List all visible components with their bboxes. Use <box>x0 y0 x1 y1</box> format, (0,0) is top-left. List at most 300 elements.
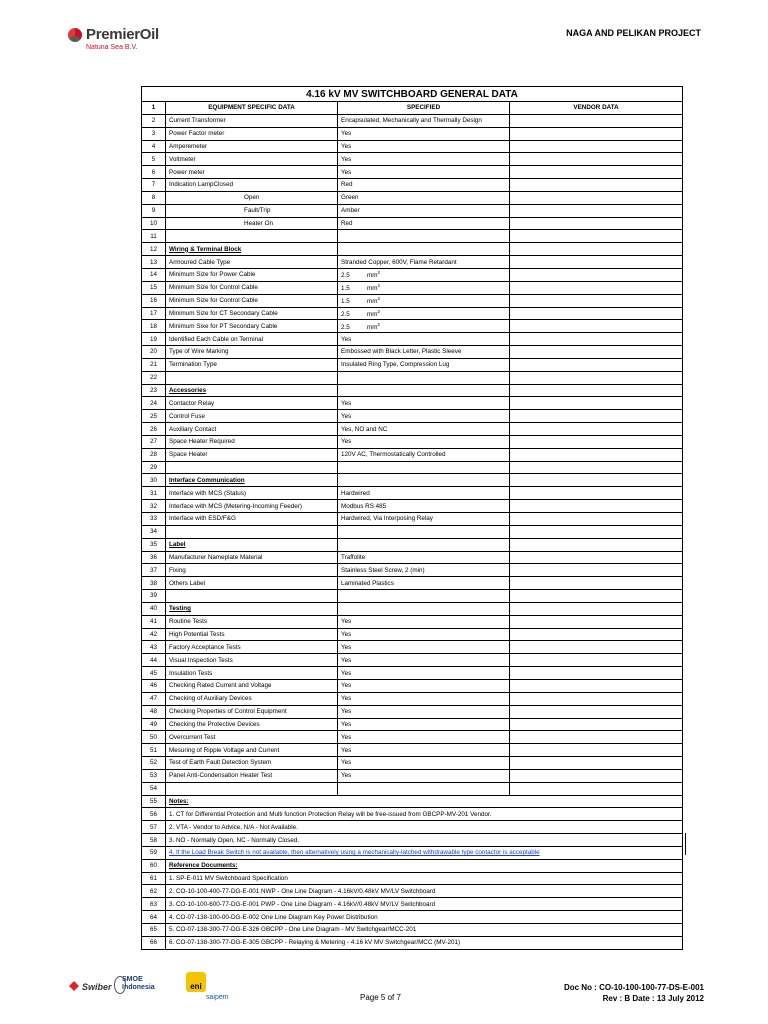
section-heading: Testing <box>166 602 338 615</box>
row-number: 18 <box>142 320 166 333</box>
specified-cell <box>338 461 510 474</box>
table-row <box>142 564 683 577</box>
vendor-data-cell <box>510 243 683 256</box>
vendor-data-cell <box>510 217 683 230</box>
equipment-cell <box>166 371 338 384</box>
spec-unit: mm <box>367 272 378 280</box>
revision-bar <box>685 833 686 855</box>
row-number: 49 <box>142 718 166 731</box>
vendor-data-cell <box>510 320 683 333</box>
table-row <box>142 256 683 269</box>
table-row <box>142 320 683 333</box>
datasheet-table <box>141 86 683 950</box>
spec-value: 2.5 <box>341 323 350 331</box>
table-row <box>142 859 683 872</box>
equipment-cell: Armoured Cable Type <box>166 256 338 269</box>
table-row <box>142 615 683 628</box>
vendor-data-cell <box>510 140 683 153</box>
row-number: 57 <box>142 821 166 834</box>
row-number: 1 <box>142 102 166 115</box>
specified-cell: Yes <box>338 435 510 448</box>
row-number: 28 <box>142 448 166 461</box>
specified-cell: Yes <box>338 140 510 153</box>
table-row <box>142 525 683 538</box>
row-number: 37 <box>142 564 166 577</box>
table-row <box>142 577 683 590</box>
equipment-cell: Minimum Size for Control Cable <box>166 281 338 294</box>
equipment-cell: Identified Each Cable on Terminal <box>166 333 338 346</box>
unit-exponent: 2 <box>377 308 381 314</box>
specified-cell <box>338 602 510 615</box>
equipment-cell: Checking Rated Current and Voltage <box>166 679 338 692</box>
vendor-data-cell <box>510 256 683 269</box>
equipment-cell: Control Fuse <box>166 410 338 423</box>
equipment-cell: Current Transformer <box>166 114 338 127</box>
table-row <box>142 885 683 898</box>
section-heading: Label <box>166 538 338 551</box>
equipment-cell: Space Heater Required <box>166 435 338 448</box>
row-number: 8 <box>142 191 166 204</box>
table-row <box>142 435 683 448</box>
row-number: 45 <box>142 667 166 680</box>
row-number: 41 <box>142 615 166 628</box>
note-content: 1. CT for Differential Protection and Multi function Protection Relay will be free-issued from GBCPP-MV-201 Vendor. <box>169 810 492 818</box>
equipment-cell: Insulation Tests <box>166 667 338 680</box>
equipment-cell: Minimum Size for Power Cable <box>166 268 338 281</box>
lamp-state: Heater On <box>244 220 274 228</box>
equipment-cell: Contactor Relay <box>166 397 338 410</box>
specified-cell: Encapsulated, Mechanically and Thermally Design <box>338 114 510 127</box>
row-number: 15 <box>142 281 166 294</box>
note-text <box>166 885 683 898</box>
row-number: 29 <box>142 461 166 474</box>
spec-value: 2.5 <box>341 310 350 318</box>
specified-cell <box>338 384 510 397</box>
vendor-data-cell <box>510 577 683 590</box>
specified-cell: Yes <box>338 166 510 179</box>
vendor-data-cell <box>510 371 683 384</box>
specified-cell: Yes <box>338 153 510 166</box>
table-row <box>142 127 683 140</box>
vendor-data-cell <box>510 153 683 166</box>
datasheet <box>141 86 682 950</box>
vendor-data-cell <box>510 435 683 448</box>
equipment-cell: Interface with ESD/F&G <box>166 513 338 526</box>
note-content: 2. VTA - Vendor to Advice, N/A - Not Available. <box>169 823 298 831</box>
vendor-data-cell <box>510 204 683 217</box>
spec-unit: mm <box>367 285 378 293</box>
row-number: 56 <box>142 808 166 821</box>
row-number: 14 <box>142 268 166 281</box>
swiber-logo: Swiber <box>82 982 112 992</box>
specified-cell <box>338 281 510 294</box>
table-row <box>142 230 683 243</box>
table-row <box>142 872 683 885</box>
row-number: 9 <box>142 204 166 217</box>
table-row <box>142 679 683 692</box>
unit-exponent: 2 <box>377 270 381 276</box>
equipment-cell <box>166 525 338 538</box>
row-number: 63 <box>142 898 166 911</box>
equipment-cell <box>166 191 338 204</box>
specified-cell <box>338 525 510 538</box>
vendor-data-cell <box>510 538 683 551</box>
table-row <box>142 744 683 757</box>
equipment-cell: Checking the Protective Devices <box>166 718 338 731</box>
unit-exponent: 2 <box>377 283 381 289</box>
specified-cell: Yes, NO and NC <box>338 423 510 436</box>
specified-cell: Yes <box>338 641 510 654</box>
row-number: 16 <box>142 294 166 307</box>
equipment-cell: Factory Acceptance Tests <box>166 641 338 654</box>
specified-cell <box>338 590 510 603</box>
table-row <box>142 731 683 744</box>
specified-cell <box>338 320 510 333</box>
specified-cell: Yes <box>338 692 510 705</box>
note-content: 6. CO-07-138-300-77-DG-E-305 GBCPP - Relaying & Metering - 4.16 kV MV Switchgear/MCC (MV-201) <box>169 939 461 947</box>
table-row <box>142 692 683 705</box>
vendor-data-cell <box>510 294 683 307</box>
vendor-data-cell <box>510 769 683 782</box>
row-number: 62 <box>142 885 166 898</box>
specified-cell: Yes <box>338 667 510 680</box>
equipment-cell: Minimum Size for Control Cable <box>166 294 338 307</box>
spec-unit: mm <box>367 310 378 318</box>
vendor-data-cell <box>510 500 683 513</box>
equipment-cell: Termination Type <box>166 358 338 371</box>
vendor-data-cell <box>510 679 683 692</box>
unit-exponent: 2 <box>377 321 381 327</box>
vendor-data-cell <box>510 731 683 744</box>
equipment-cell: Checking Properties of Control Equipment <box>166 705 338 718</box>
vendor-data-cell <box>510 230 683 243</box>
table-row <box>142 179 683 192</box>
row-number: 20 <box>142 346 166 359</box>
equipment-cell: Overcurrent Test <box>166 731 338 744</box>
document-number: Doc No : CO-10-100-100-77-DS-E-001 <box>563 983 704 992</box>
specified-cell: Yes <box>338 757 510 770</box>
vendor-data-cell <box>510 179 683 192</box>
vendor-data-cell <box>510 525 683 538</box>
table-row <box>142 487 683 500</box>
table-row <box>142 641 683 654</box>
spec-unit: mm <box>367 323 378 331</box>
equipment-cell: Manufacturer Nameplate Material <box>166 551 338 564</box>
table-row <box>142 936 683 949</box>
row-number: 60 <box>142 859 166 872</box>
row-number: 51 <box>142 744 166 757</box>
equipment-cell: Fixing <box>166 564 338 577</box>
premier-oil-emblem-icon <box>68 28 82 42</box>
table-row <box>142 140 683 153</box>
row-number: 33 <box>142 513 166 526</box>
note-text <box>166 898 683 911</box>
specified-cell: Hardwired, Via Interposing Relay <box>338 513 510 526</box>
specified-cell: Hardwired <box>338 487 510 500</box>
vendor-data-cell <box>510 191 683 204</box>
equipment-cell: High Potential Tests <box>166 628 338 641</box>
company-subtitle: Natuna Sea B.V. <box>86 44 138 51</box>
specified-cell <box>338 538 510 551</box>
vendor-data-cell <box>510 114 683 127</box>
vendor-data-cell <box>510 307 683 320</box>
row-number: 64 <box>142 911 166 924</box>
row-number: 31 <box>142 487 166 500</box>
vendor-data-cell <box>510 384 683 397</box>
vendor-data-cell <box>510 166 683 179</box>
revision-date: Rev : B Date : 13 July 2012 <box>602 994 704 1003</box>
vendor-data-cell <box>510 127 683 140</box>
table-row <box>142 808 683 821</box>
equipment-cell <box>166 217 338 230</box>
company-name: PremierOil <box>86 26 159 43</box>
table-row <box>142 461 683 474</box>
specified-cell: Yes <box>338 718 510 731</box>
specified-cell: Yes <box>338 410 510 423</box>
specified-cell <box>338 294 510 307</box>
note-link[interactable]: 4. If the Load Break Switch is not available, then alternatively using a mechanically-latched withdrawable type contactor is acceptable <box>169 849 540 857</box>
table-row <box>142 795 683 808</box>
row-number: 26 <box>142 423 166 436</box>
specified-cell: Stranded Copper, 600V, Flame Retardant <box>338 256 510 269</box>
specified-cell: Yes <box>338 769 510 782</box>
row-number: 58 <box>142 834 166 847</box>
row-number: 42 <box>142 628 166 641</box>
vendor-data-cell <box>510 782 683 795</box>
table-row <box>142 294 683 307</box>
table-row <box>142 423 683 436</box>
row-number: 22 <box>142 371 166 384</box>
equipment-cell <box>166 204 338 217</box>
table-row <box>142 474 683 487</box>
specified-cell: Green <box>338 191 510 204</box>
row-number: 65 <box>142 924 166 937</box>
equipment-cell: Interface with MCS (Metering-Incoming Feeder) <box>166 500 338 513</box>
row-number: 27 <box>142 435 166 448</box>
table-row <box>142 911 683 924</box>
specified-cell: Yes <box>338 705 510 718</box>
row-number: 50 <box>142 731 166 744</box>
table-row <box>142 346 683 359</box>
spec-value: 1.5 <box>341 298 350 306</box>
vendor-data-cell <box>510 513 683 526</box>
eni-logo: eni <box>186 972 206 992</box>
title-row <box>142 87 683 102</box>
equipment-cell: Auxiliary Contact <box>166 423 338 436</box>
specified-cell: Embossed with Black Letter, Plastic Sleeve <box>338 346 510 359</box>
specified-cell: 120V AC, Thermostatically Controlled <box>338 448 510 461</box>
equipment-cell: Minimum Sixe for PT Secondary Cable <box>166 320 338 333</box>
row-number: 46 <box>142 679 166 692</box>
vendor-data-cell <box>510 397 683 410</box>
sheet-title: 4.16 kV MV SWITCHBOARD GENERAL DATA <box>142 87 683 102</box>
column-header-specified: SPECIFIED <box>338 102 510 115</box>
equipment-label: Indication Lamp <box>169 181 214 189</box>
equipment-cell <box>166 461 338 474</box>
table-row <box>142 153 683 166</box>
table-row <box>142 281 683 294</box>
row-number: 10 <box>142 217 166 230</box>
column-header-equipment: EQUIPMENT SPECIFIC DATA <box>166 102 338 115</box>
vendor-data-cell <box>510 628 683 641</box>
note-content: 3. NO - Normally Open, NC - Normally Closed. <box>169 836 300 844</box>
specified-cell: Yes <box>338 333 510 346</box>
row-number: 7 <box>142 179 166 192</box>
row-number: 43 <box>142 641 166 654</box>
smoe-logo <box>122 976 155 992</box>
vendor-data-cell <box>510 333 683 346</box>
specified-cell: Yes <box>338 731 510 744</box>
table-row <box>142 500 683 513</box>
vendor-data-cell <box>510 487 683 500</box>
vendor-data-cell <box>510 281 683 294</box>
note-content: 1. SP-E-011 MV Switchboard Specification <box>169 875 288 883</box>
row-number: 35 <box>142 538 166 551</box>
row-number: 5 <box>142 153 166 166</box>
equipment-cell: Checking of Auxiliary Devices <box>166 692 338 705</box>
row-number: 13 <box>142 256 166 269</box>
row-number: 11 <box>142 230 166 243</box>
equipment-cell <box>166 230 338 243</box>
row-number: 52 <box>142 757 166 770</box>
row-number: 36 <box>142 551 166 564</box>
note-content: 2. CO-10-100-400-77-DG-E-001 NWP - One Line Diagram - 4.16kV/0.48kV MV/LV Switchboard <box>169 887 436 895</box>
row-number: 40 <box>142 602 166 615</box>
smoe-logo-line1: SMOE <box>122 976 143 983</box>
table-row <box>142 384 683 397</box>
row-number: 4 <box>142 140 166 153</box>
vendor-data-cell <box>510 654 683 667</box>
equipment-cell: Voltmeter <box>166 153 338 166</box>
row-number: 23 <box>142 384 166 397</box>
note-text <box>166 924 683 937</box>
table-row <box>142 898 683 911</box>
table-row <box>142 551 683 564</box>
lamp-state: Open <box>244 194 260 202</box>
vendor-data-cell <box>510 718 683 731</box>
row-number: 47 <box>142 692 166 705</box>
saipem-logo: saipem <box>206 994 229 1001</box>
equipment-cell: Power meter <box>166 166 338 179</box>
note-text <box>166 846 683 859</box>
table-row <box>142 821 683 834</box>
row-number: 32 <box>142 500 166 513</box>
table-row <box>142 924 683 937</box>
equipment-cell: Mesuring of Ripple Voltage and Current <box>166 744 338 757</box>
equipment-cell: Power Factor meter <box>166 127 338 140</box>
equipment-cell: Others Label <box>166 577 338 590</box>
column-header-vendor: VENDOR DATA <box>510 102 683 115</box>
row-number: 53 <box>142 769 166 782</box>
equipment-cell: Type of Wire Marking <box>166 346 338 359</box>
vendor-data-cell <box>510 410 683 423</box>
premier-oil-logo <box>68 26 178 58</box>
row-number: 39 <box>142 590 166 603</box>
equipment-cell: Space Heater <box>166 448 338 461</box>
table-row <box>142 243 683 256</box>
vendor-data-cell <box>510 705 683 718</box>
vendor-data-cell <box>510 448 683 461</box>
specified-cell: Yes <box>338 654 510 667</box>
specified-cell: Stainless Steel Screw, 2 (min) <box>338 564 510 577</box>
row-number: 66 <box>142 936 166 949</box>
specified-cell: Yes <box>338 397 510 410</box>
row-number: 3 <box>142 127 166 140</box>
vendor-data-cell <box>510 667 683 680</box>
spec-value: 2.5 <box>341 272 350 280</box>
equipment-cell: Interface with MCS (Status) <box>166 487 338 500</box>
specified-cell: Amber <box>338 204 510 217</box>
spec-value: 1.5 <box>341 285 350 293</box>
table-row <box>142 358 683 371</box>
table-row <box>142 654 683 667</box>
row-number: 55 <box>142 795 166 808</box>
table-row <box>142 602 683 615</box>
table-row <box>142 590 683 603</box>
row-number: 17 <box>142 307 166 320</box>
row-number: 19 <box>142 333 166 346</box>
vendor-data-cell <box>510 461 683 474</box>
table-row <box>142 410 683 423</box>
vendor-data-cell <box>510 602 683 615</box>
table-row <box>142 114 683 127</box>
note-content: 3. CO-10-100-600-77-DG-E-001 PWP - One Line Diagram - 4.16kV/0.48kV MV/LV Switchboard <box>169 900 436 908</box>
swiber-logo-icon <box>68 980 80 992</box>
row-number: 48 <box>142 705 166 718</box>
table-row <box>142 191 683 204</box>
row-number: 38 <box>142 577 166 590</box>
vendor-data-cell <box>510 744 683 757</box>
note-content: 4. CO-07-138-100-00-DG-E-002 One Line Diagram Key Power Distribution <box>169 913 378 921</box>
spec-unit: mm <box>367 298 378 306</box>
unit-exponent: 2 <box>377 296 381 302</box>
row-number: 61 <box>142 872 166 885</box>
specified-cell <box>338 371 510 384</box>
note-text <box>166 872 683 885</box>
equipment-cell <box>166 782 338 795</box>
vendor-data-cell <box>510 423 683 436</box>
vendor-data-cell <box>510 641 683 654</box>
note-text <box>166 911 683 924</box>
specified-cell <box>338 474 510 487</box>
table-row <box>142 834 683 847</box>
table-row <box>142 307 683 320</box>
specified-cell: Yes <box>338 628 510 641</box>
section-heading: Wiring & Terminal Block <box>166 243 338 256</box>
vendor-data-cell <box>510 564 683 577</box>
table-row <box>142 538 683 551</box>
specified-cell: Yes <box>338 679 510 692</box>
table-row <box>142 757 683 770</box>
specified-cell <box>338 230 510 243</box>
lamp-state: Closed <box>213 181 234 189</box>
table-row <box>142 217 683 230</box>
row-number: 25 <box>142 410 166 423</box>
vendor-data-cell <box>510 615 683 628</box>
table-row <box>142 769 683 782</box>
table-row <box>142 371 683 384</box>
table-row <box>142 513 683 526</box>
equipment-cell: Test of Earth Fault Detection System <box>166 757 338 770</box>
row-number: 44 <box>142 654 166 667</box>
lamp-state: Fault/Trip <box>244 207 271 215</box>
specified-cell <box>338 307 510 320</box>
vendor-data-cell <box>510 358 683 371</box>
table-row <box>142 397 683 410</box>
row-number: 24 <box>142 397 166 410</box>
specified-cell: Yes <box>338 615 510 628</box>
notes-heading: Reference Documents: <box>166 859 683 872</box>
